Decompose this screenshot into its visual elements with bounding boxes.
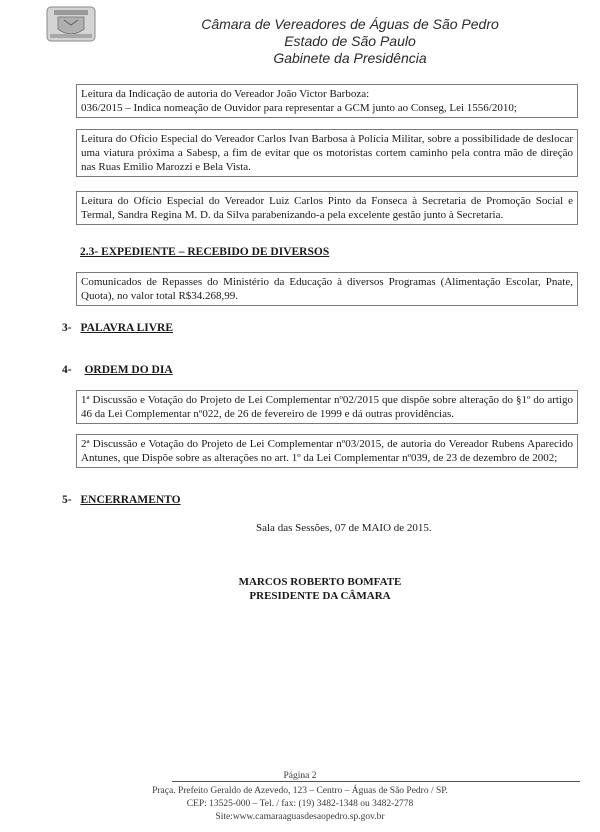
municipal-crest-icon [44, 4, 98, 44]
comunicados-text: Comunicados de Repasses do Ministério da Educação à diversos Programas (Alimentação Escolar, Pnate, Quota), no valor total R$34.268,99. [81, 276, 573, 302]
primeira-discussao-box [76, 390, 578, 424]
section-5-title: ENCERRAMENTO [80, 494, 181, 506]
oficio-luiz-text: Leitura do Ofício Especial do Vereador Luiz Carlos Pinto da Fonseca à Secretaria de Promoção Social e Termal, Sandra Regina M. D. da Silva parabenizando-a pela excelente gestão junto à Secretaria. [81, 195, 573, 221]
section-4-title: ORDEM DO DIA [84, 364, 173, 376]
indicacao-box [76, 84, 578, 118]
section-5-heading [62, 494, 181, 506]
header-line-2: Estado de São Paulo [284, 33, 416, 49]
footer-contact: CEP: 13525-000 – Tel. / fax: (19) 3482-1348 ou 3482-2778 [186, 799, 414, 809]
oficio-carlos-box [76, 129, 578, 177]
section-4-heading [62, 364, 173, 376]
header-line-1: Câmara de Vereadores de Águas de São Pedro [201, 16, 499, 32]
signatory-name: MARCOS ROBERTO BOMFATE [238, 576, 402, 588]
oficio-luiz-box [76, 191, 578, 225]
header-line-3: Gabinete da Presidência [273, 50, 427, 66]
section-2-3-title: 2.3- EXPEDIENTE – RECEBIDO DE DIVERSOS [80, 246, 330, 258]
indicacao-line-2: 036/2015 – Indica nomeação de Ouvidor para representar a GCM junto ao Conseg, Lei 1556/2010; [81, 102, 517, 114]
segunda-discussao-text: 2ª Discussão e Votação do Projeto de Lei Complementar nº03/2015, de autoria do Vereador Rubens Aparecido Antunes, que Dispõe sobre as alterações no art. 1º da Lei Complementar nº039, de 23 de dezembro de 2002; [81, 438, 573, 464]
segunda-discussao-box [76, 434, 578, 468]
section-2-3-heading [80, 246, 329, 258]
oficio-carlos-text: Leitura do Ofício Especial do Vereador Carlos Ivan Barbosa à Polícia Militar, sobre a possibilidade de deslocar uma viatura próxima a Sabesp, a fim de evitar que os motoristas cortem caminho pela contra mão de direção nas Ruas Emilio Marozzi e Bela Vista. [81, 133, 573, 173]
footer-divider [172, 781, 580, 782]
footer-site: Site:www.camaraaguasdesaopedro.sp.gov.br [215, 812, 385, 822]
page-number: Página 2 [283, 771, 317, 781]
section-3-title: PALAVRA LIVRE [80, 322, 174, 334]
place-date: Sala das Sessões, 07 de MAIO de 2015. [256, 522, 432, 534]
indicacao-line-1: Leitura da Indicação de autoria do Vereador João Victor Barboza: [81, 88, 370, 100]
section-3-number: 3- [62, 322, 72, 334]
primeira-discussao-text: 1ª Discussão e Votação do Projeto de Lei Complementar nº02/2015 que dispõe sobre alteração do §1º do artigo 46 da Lei Complementar nº022, de 26 de fevereiro de 1999 e dá outras providências. [81, 394, 573, 420]
footer-address: Praça. Prefeito Geraldo de Azevedo, 123 – Centro – Águas de São Pedro / SP. [152, 786, 448, 796]
comunicados-box [76, 272, 578, 306]
signatory-role: PRESIDENTE DA CÂMARA [249, 590, 391, 602]
section-3-heading [62, 322, 173, 334]
section-5-number: 5- [62, 494, 72, 506]
section-4-number: 4- [62, 364, 72, 376]
